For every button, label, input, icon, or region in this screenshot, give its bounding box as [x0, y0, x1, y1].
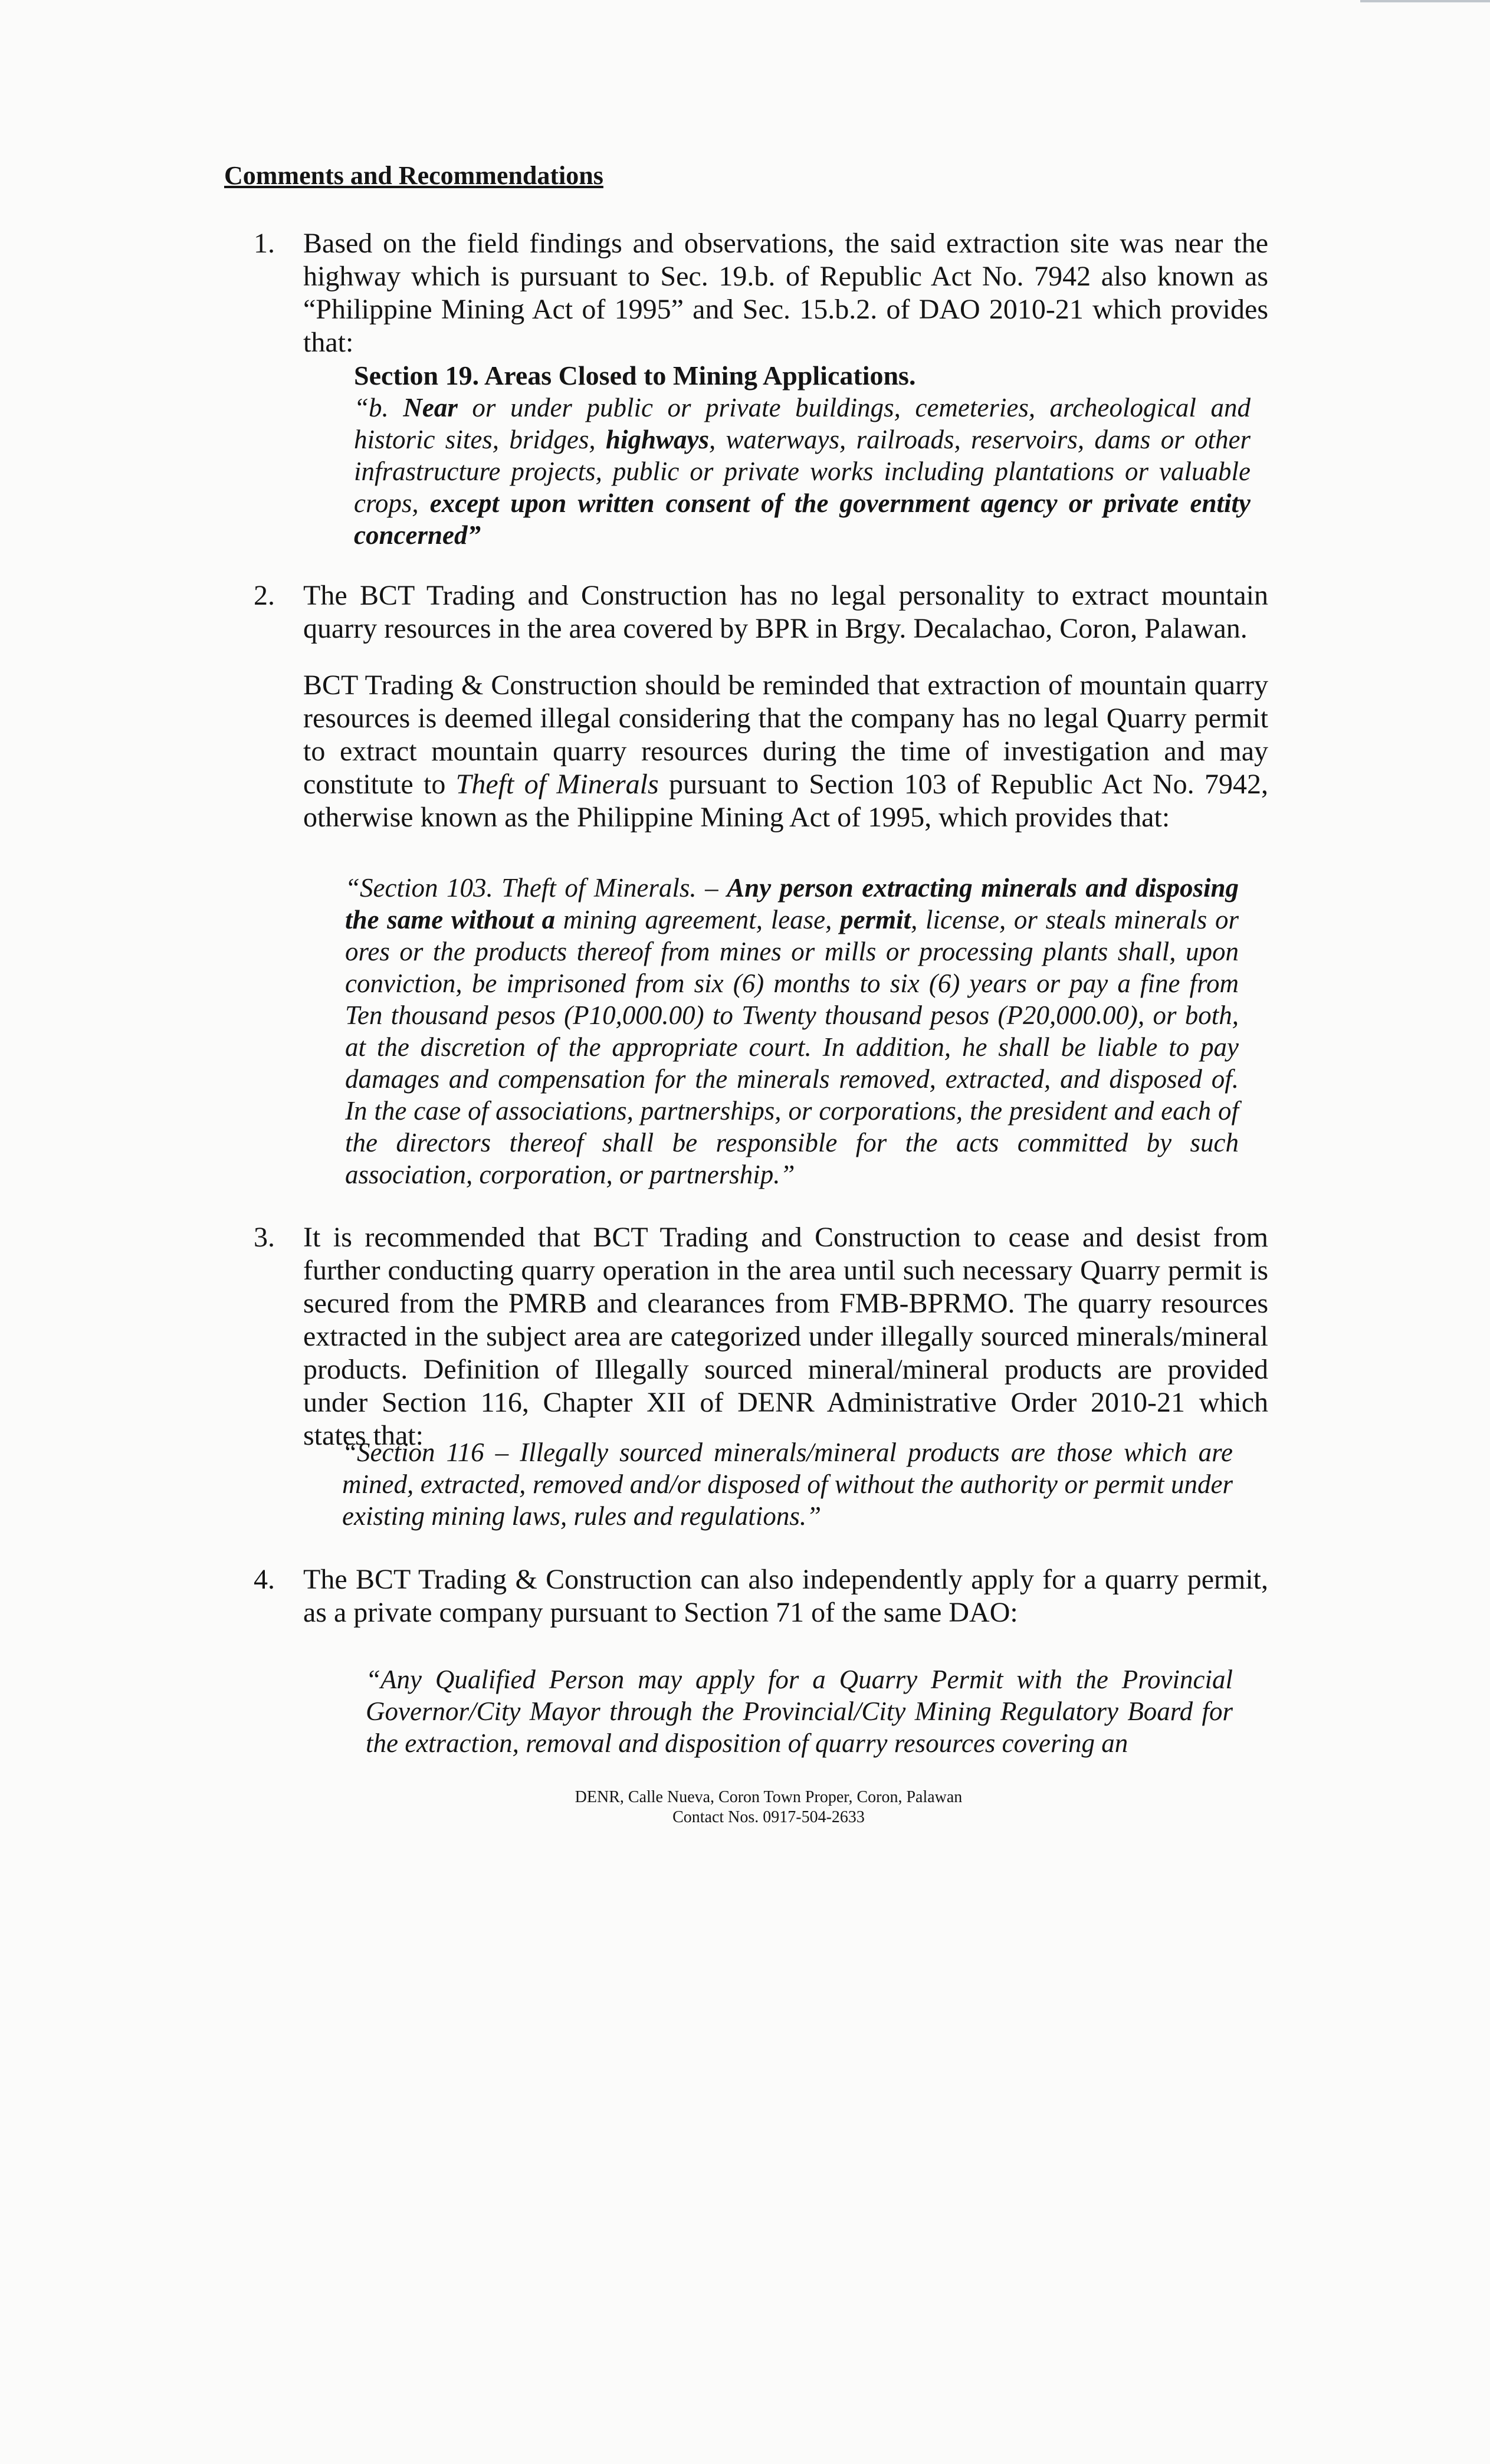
list-item-1: [254, 227, 1268, 359]
scan-edge-mark: [1360, 0, 1490, 2]
item-number: 1.: [254, 228, 275, 259]
quote-section-103: “Section 103. Theft of Minerals. – Any person extracting minerals and disposing the same without a mining agreement, lease, permit, license, or steals minerals or ores or the products thereof from mines or mills or processing plants shall, upon conviction, be imprisoned from six (6) months to six (6) years or pay a fine from Ten thousand pesos (P10,000.00) to Twenty thousand pesos (P20,000.00), or both, at the discretion of the appropriate court. In addition, he shall be liable to pay damages and compensation for the minerals removed, extracted, and disposed of. In the case of associations, partnerships, or corporations, the president and each of the directors thereof shall be responsible for the acts committed by such association, corporation, or partnership.”: [345, 873, 1239, 1189]
section-heading: Comments and Recommendations: [224, 161, 603, 190]
item-number: 4.: [254, 1564, 275, 1595]
footer-address: DENR, Calle Nueva, Coron Town Proper, Coron, Palawan: [575, 1788, 963, 1806]
quote-section-116: “Section 116 – Illegally sourced minerals/mineral products are those which are mined, extracted, removed and/or disposed of without the authority or permit under existing mining laws, rules and regulations.”: [342, 1438, 1233, 1531]
list-item-3: [254, 1221, 1268, 1452]
item-text-continued: BCT Trading & Construction should be reminded that extraction of mountain quarry resources is deemed illegal considering that the company has no legal Quarry permit to extract mountain quarry resources during the time of investigation and may constitute to Theft of Minerals pursuant to Section 103 of Republic Act No. 7942, otherwise known as the Philippine Mining Act of 1995, which provides that:: [303, 670, 1269, 833]
item-text: The BCT Trading & Construction can also independently apply for a quarry permit, as a private company pursuant to Section 71 of the same DAO:: [303, 1564, 1268, 1628]
item-number: 2.: [254, 580, 275, 611]
item-text: The BCT Trading and Construction has no legal personality to extract mountain quarry resources in the area covered by BPR in Brgy. Decalachao, Coron, Palawan.: [303, 580, 1268, 644]
item-text: Based on the field findings and observations, the said extraction site was near the highway which is pursuant to Sec. 19.b. of Republic Act No. 7942 also known as “Philippine Mining Act of 1995” and Sec. 15.b.2. of DAO 2010-21 which provides that:: [303, 228, 1268, 358]
list-item-2: [254, 579, 1268, 834]
quote-title: Section 19. Areas Closed to Mining Applications.: [354, 360, 916, 391]
item-text: It is recommended that BCT Trading and Construction to cease and desist from further conducting quarry operation in the area until such necessary Quarry permit is secured from the PMRB and clearances from FMB-BPRMO. The quarry resources extracted in the subject area are categorized under illegally sourced minerals/mineral products. Definition of Illegally sourced mineral/mineral products are provided under Section 116, Chapter XII of DENR Administrative Order 2010-21 which states that:: [303, 1222, 1268, 1451]
footer-contact: Contact Nos. 0917-504-2633: [672, 1808, 865, 1826]
list-item-4: [254, 1563, 1268, 1629]
item-number: 3.: [254, 1222, 275, 1253]
page-footer: [0, 1787, 1490, 1828]
quote-section-71: “Any Qualified Person may apply for a Quarry Permit with the Provincial Governor/City Mayor through the Provincial/City Mining Regulatory Board for the extraction, removal and disposition of quarry resources covering an: [366, 1665, 1233, 1758]
quote-section-19: Section 19. Areas Closed to Mining Applications. “b. Near or under public or private buildings, cemeteries, archeological and historic sites, bridges, highways, waterways, railroads, reservoirs, dams or other infrastructure projects, public or private works including plantations or valuable crops, except upon written consent of the government agency or private entity concerned”: [354, 360, 1251, 550]
